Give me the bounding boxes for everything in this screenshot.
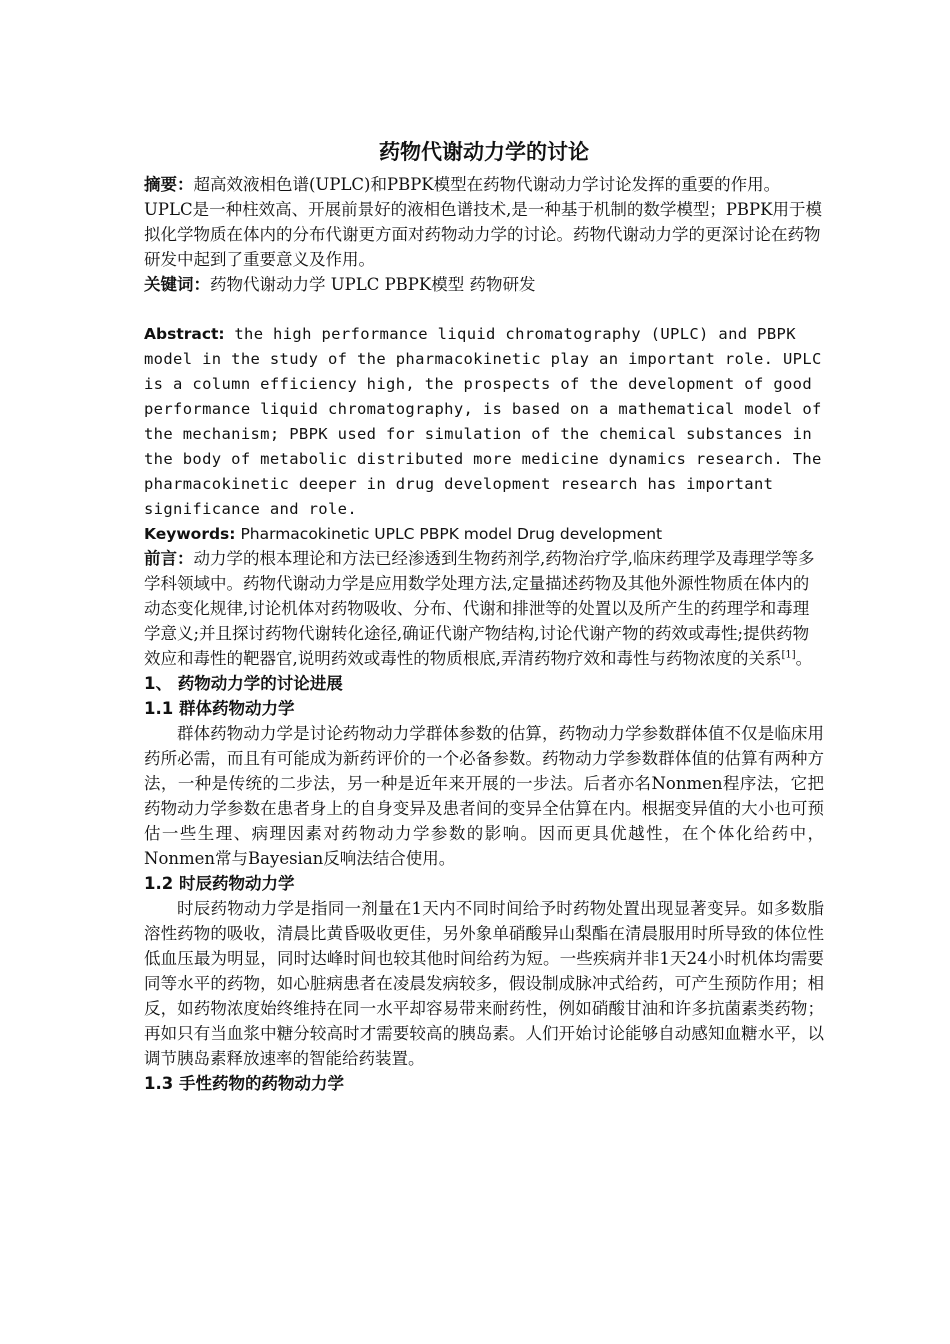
- section-1-2-heading: 1.2 时辰药物动力学: [144, 874, 295, 893]
- preface: [144, 546, 824, 671]
- section-1-3-heading: 1.3 手性药物的药物动力学: [144, 1074, 344, 1093]
- preface-label: 前言：: [144, 549, 194, 568]
- blank-line: [144, 297, 824, 322]
- section-1-heading: 1、 药物动力学的讨论进展: [144, 674, 343, 693]
- en-keywords: [144, 522, 824, 546]
- section-1-1-heading: 1.1 群体药物动力学: [144, 699, 295, 718]
- cn-abstract-text: 超高效液相色谱(UPLC)和PBPK模型在药物代谢动力学讨论发挥的重要的作用。UPLC是一种柱效高、开展前景好的液相色谱技术,是一种基于机制的数学模型；PBPK用于模拟化学物质在体内的分布代谢更方面对药物动力学的讨论。药物代谢动力学的更深讨论在药物研发中起到了重要意义及作用。: [144, 175, 822, 269]
- en-abstract-label: Abstract:: [144, 325, 225, 343]
- en-abstract-text: the high performance liquid chromatography (UPLC) and PBPK model in the study of the pharmacokinetic play an important role. UPLC is a column efficiency high, the prospects of the development of good performance liquid chromatography, is based on a mathematical model of the mechanism; PBPK used for simulation of the chemical substances in the body of metabolic distributed more medicine dynamics research. The pharmacokinetic deeper in drug development research has important significance and role.: [144, 325, 822, 518]
- document-page: [144, 132, 824, 1096]
- document-title: 药物代谢动力学的讨论: [379, 140, 589, 164]
- cn-abstract-label: 摘要：: [144, 175, 194, 194]
- cn-abstract: [144, 172, 824, 272]
- cn-keywords-text: 药物代谢动力学 UPLC PBPK模型 药物研发: [210, 275, 536, 294]
- en-keywords-text: Pharmacokinetic UPLC PBPK model Drug development: [240, 525, 663, 543]
- preface-end: 。: [795, 649, 813, 668]
- en-abstract: [144, 322, 824, 522]
- en-keywords-label: Keywords:: [144, 525, 236, 543]
- section-1-2-body: 时辰药物动力学是指同一剂量在1天内不同时间给予时药物处置出现显著变异。如多数脂溶性药物的吸收，清晨比黄昏吸收更佳，另外象单硝酸异山梨酯在清晨服用时所导致的体位性低血压最为明显，同时达峰时间也较其他时间给药为短。一些疾病并非1天24小时机体均需要同等水平的药物，如心脏病患者在凌晨发病较多，假设制成脉冲式给药，可产生预防作用；相反，如药物浓度始终维持在同一水平却容易带来耐药性，例如硝酸甘油和许多抗菌素类药物；再如只有当血浆中糖分较高时才需要较高的胰岛素。人们开始讨论能够自动感知血糖水平，以调节胰岛素释放速率的智能给药装置。: [144, 899, 824, 1068]
- cn-keywords-label: 关键词：: [144, 275, 210, 294]
- section-1-1-body: 群体药物动力学是讨论药物动力学群体参数的估算，药物动力学参数群体值不仅是临床用药所必需，而且有可能成为新药评价的一个必备参数。药物动力学参数群体值的估算有两种方法，一种是传统的二步法，另一种是近年来开展的一步法。后者亦名Nonmen程序法，它把药物动力学参数在患者身上的自身变异及患者间的变异全估算在内。根据变异值的大小也可预估一些生理、病理因素对药物动力学参数的影响。因而更具优越性，在个体化给药中，Nonmen常与Bayesian反响法结合使用。: [144, 724, 824, 868]
- preface-text: 动力学的根本理论和方法已经渗透到生物药剂学,药物治疗学,临床药理学及毒理学等多学科领域中。药物代谢动力学是应用数学处理方法,定量描述药物及其他外源性物质在体内的动态变化规律,讨论机体对药物吸收、分布、代谢和排泄等的处置以及所产生的药理学和毒理学意义;并且探讨药物代谢转化途径,确证代谢产物结构,讨论代谢产物的药效或毒性;提供药物效应和毒性的靶器官,说明药效或毒性的物质根底,弄清药物疗效和毒性与药物浓度的关系: [144, 549, 815, 668]
- cn-keywords: [144, 272, 824, 297]
- citation-ref: [1]: [781, 649, 796, 661]
